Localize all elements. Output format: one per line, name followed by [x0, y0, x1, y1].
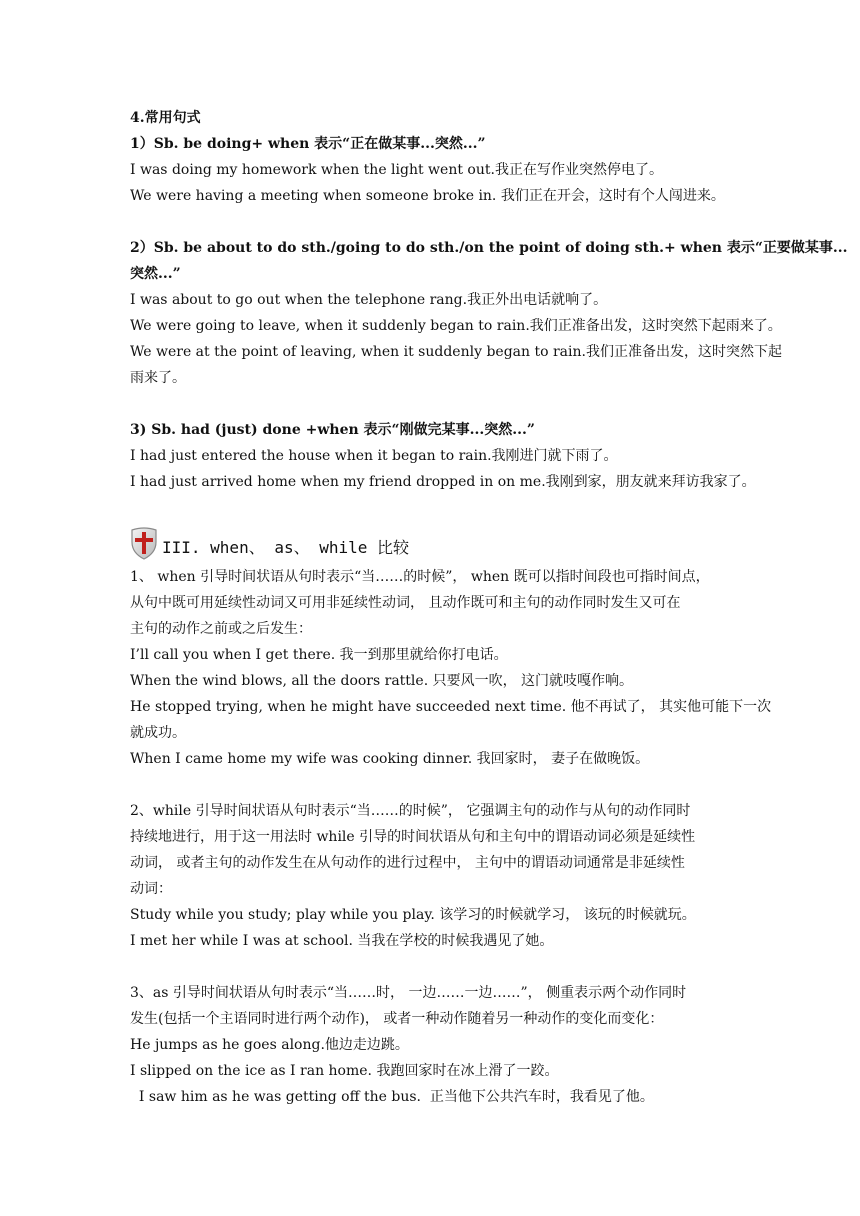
shield-cross-icon [130, 526, 158, 560]
item-2-example-2: I met her while I was at school. 当我在学校的时候我遇见了她。 [130, 933, 554, 949]
item-3-example-3: I saw him as he was getting off the bus. 正当他下公共汽车时，我看见了他。 [130, 1089, 654, 1105]
item-2-line-2: 持续地进行，用于这一用法时 while 引导的时间状语从句和主句中的谓语动词必须是延续性 [130, 829, 696, 845]
item-1-example-2: When the wind blows, all the doors rattle. 只要风一吹， 这门就吱嘎作响。 [130, 673, 634, 689]
item-2-line-1: 2、while 引导时间状语从句时表示“当……的时候”， 它强调主句的动作与从句的动作同时 [130, 803, 691, 819]
pattern-3-example-1: I had just entered the house when it began to rain.我刚进门就下雨了。 [130, 448, 618, 464]
comparison-title: III. when、 as、 while 比较 [162, 538, 410, 557]
item-1-example-1: I’ll call you when I get there. 我一到那里就给你打电话。 [130, 647, 508, 663]
pattern-2-title-cont: 突然...” [130, 266, 181, 282]
pattern-3-example-2: I had just arrived home when my friend dropped in on me.我刚到家，朋友就来拜访我家了。 [130, 474, 756, 490]
item-1-line-1: 1、 when 引导时间状语从句时表示“当……的时候”， when 既可以指时间段也可指时间点， [130, 569, 710, 585]
item-3-line-2: 发生(包括一个主语同时进行两个动作)， 或者一种动作随着另一种动作的变化而变化： [130, 1011, 664, 1027]
item-3-line-1: 3、as 引导时间状语从句时表示“当……时， 一边……一边……”， 侧重表示两个动作同时 [130, 985, 687, 1001]
comparison-heading [130, 520, 409, 560]
item-1-example-4: When I came home my wife was cooking dinner. 我回家时， 妻子在做晚饭。 [130, 751, 650, 767]
item-3-example-1: He jumps as he goes along.他边走边跳。 [130, 1037, 409, 1053]
pattern-2-example-3-cont: 雨来了。 [130, 370, 186, 386]
item-2-line-4: 动词： [130, 881, 172, 897]
pattern-2-example-2: We were going to leave, when it suddenly began to rain.我们正准备出发，这时突然下起雨来了。 [130, 318, 782, 334]
item-1-example-3: He stopped trying, when he might have succeeded next time. 他不再试了， 其实他可能下一次 [130, 699, 772, 715]
pattern-2-example-1: I was about to go out when the telephone rang.我正外出电话就响了。 [130, 292, 608, 308]
pattern-1-example-1: I was doing my homework when the light went out.我正在写作业突然停电了。 [130, 162, 663, 178]
pattern-1-title: 1）Sb. be doing+ when 表示“正在做某事...突然...” [130, 136, 486, 152]
section-heading: 4.常用句式 [130, 110, 201, 126]
pattern-3-title: 3) Sb. had (just) done +when 表示“刚做完某事...突然...” [130, 422, 535, 438]
item-2-line-3: 动词， 或者主句的动作发生在从句动作的进行过程中， 主句中的谓语动词通常是非延续性 [130, 855, 685, 871]
item-1-line-2: 从句中既可用延续性动词又可用非延续性动词， 且动作既可和主句的动作同时发生又可在 [130, 595, 681, 611]
item-1-example-3-cont: 就成功。 [130, 725, 186, 741]
pattern-2-title: 2）Sb. be about to do sth./going to do sth./on the point of doing sth.+ when 表示“正要做某事... [130, 240, 848, 256]
item-2-example-1: Study while you study; play while you play. 该学习的时候就学习， 该玩的时候就玩。 [130, 907, 696, 923]
pattern-1-example-2: We were having a meeting when someone broke in. 我们正在开会，这时有个人闯进来。 [130, 188, 725, 204]
item-1-line-3: 主句的动作之前或之后发生： [130, 621, 312, 637]
item-3-example-2: I slipped on the ice as I ran home. 我跑回家时在冰上滑了一跤。 [130, 1063, 559, 1079]
pattern-2-example-3: We were at the point of leaving, when it suddenly began to rain.我们正准备出发，这时突然下起 [130, 344, 782, 360]
